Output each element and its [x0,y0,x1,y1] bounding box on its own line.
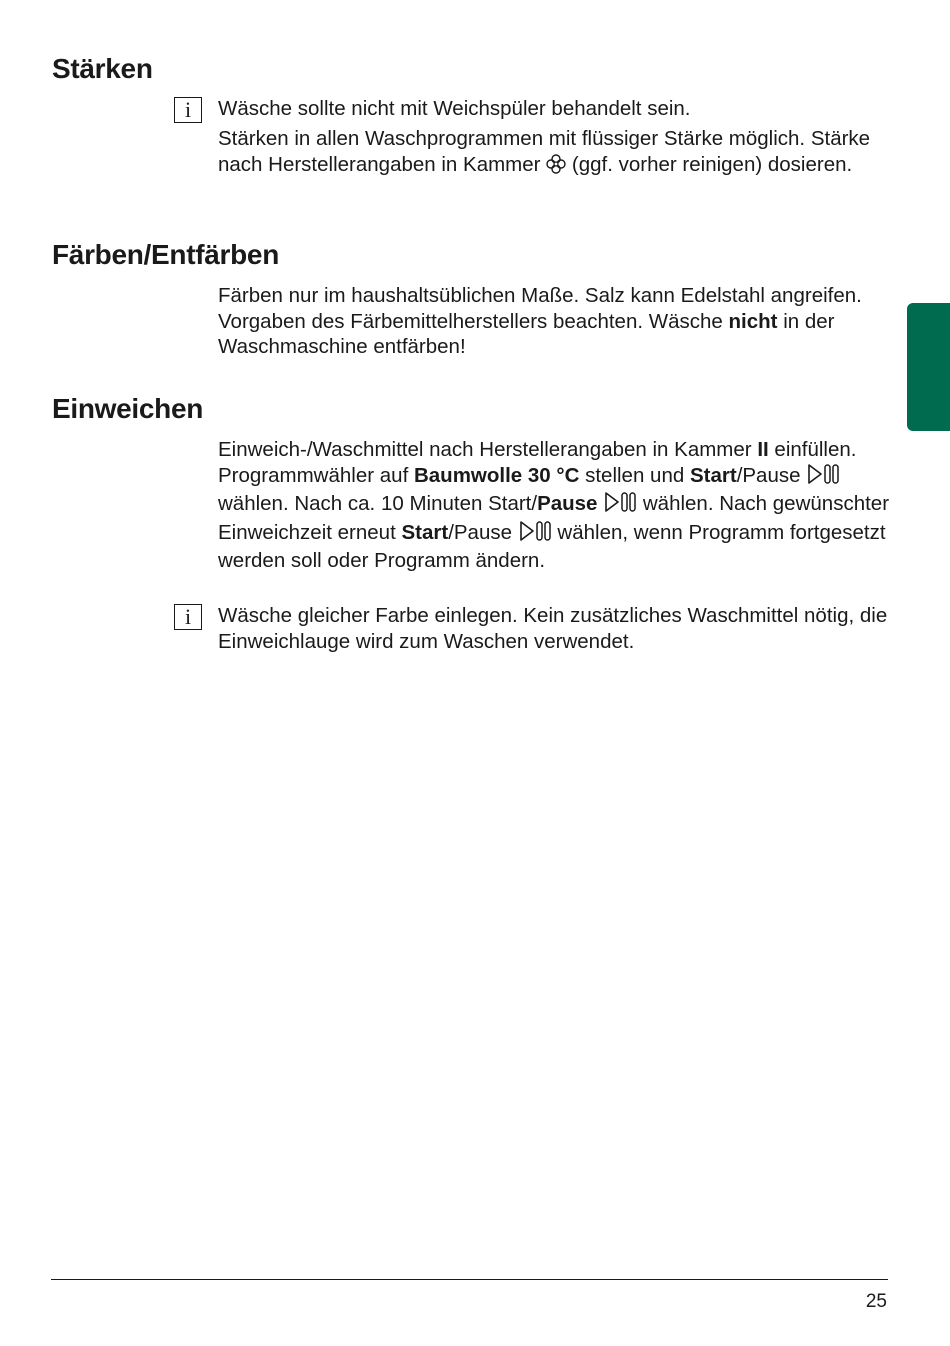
einweichen-text-2: einfüllen. Programmwähler auf [218,438,857,487]
faerben-body-part-2: in der Waschmaschine entfärben! [218,309,835,358]
footer-divider [51,1279,888,1280]
staerken-body-part-1: Stärken in allen Waschprogrammen mit flüssiger Stärke möglich. Stärke nach Herstellerangaben in Kammer [218,127,871,176]
einweichen-note-text: Wäsche gleicher Farbe einlegen. Kein zusätzliches Waschmittel nötig, die Einweichlauge wird zum Waschen verwendet. [218,604,888,653]
staerken-body-part-2: (ggf. vorher reinigen) dosieren. [571,152,853,176]
einweichen-text-1: Einweich-/Waschmittel nach Herstellerangaben in Kammer [218,438,752,461]
einweichen-text-5: wählen. Nach ca. 10 Minuten Start/ [218,492,538,515]
section-heading-einweichen: Einweichen [52,393,204,424]
faerben-body-part-1: Färben nur im haushaltsüblichen Maße. Salz kann Edelstahl angreifen. Vorgaben des Färbemittelherstellers beachten. Wäsche [218,284,862,333]
pause-bold-label: Pause [537,492,598,515]
start-bold-label: Start [401,520,449,544]
page-number: 25 [865,1291,887,1312]
faerben-body-text [218,283,898,360]
start-label: Start [689,463,737,487]
start-pause-icon [603,491,637,520]
pause-label: /Pause [736,463,801,487]
einweichen-body [218,437,898,574]
start-pause-icon [518,520,552,549]
faerben-body [218,283,898,360]
info-icon: i [174,604,202,630]
info-icon: i [174,97,202,123]
einweichen-text-8: wählen, wenn Programm fortgesetzt werden soll oder Programm ändern. [218,520,886,572]
section-heading-faerben: Färben/Entfärben [52,239,280,270]
kammer-label: II [757,438,769,461]
section-heading-staerken: Stärken [52,53,153,84]
pause-label-2: /Pause [448,520,513,544]
start-pause-icon [806,463,840,492]
einweichen-text-6: wählen. Nach gewünschter Einweichzeit erneut [218,492,890,544]
einweichen-note [218,603,898,654]
chapter-tab-marker [907,303,950,431]
program-label: Baumwolle 30 °C [413,463,580,487]
einweichen-body-text [218,437,898,574]
einweichen-text-3: stellen und [585,463,685,487]
staerken-note [218,96,898,122]
flower-compartment-icon [546,154,566,181]
staerken-body [218,126,898,180]
staerken-body-text [218,126,898,180]
staerken-note-text: Wäsche sollte nicht mit Weichspüler behandelt sein. [218,97,691,120]
faerben-body-emphasis: nicht [728,309,778,333]
